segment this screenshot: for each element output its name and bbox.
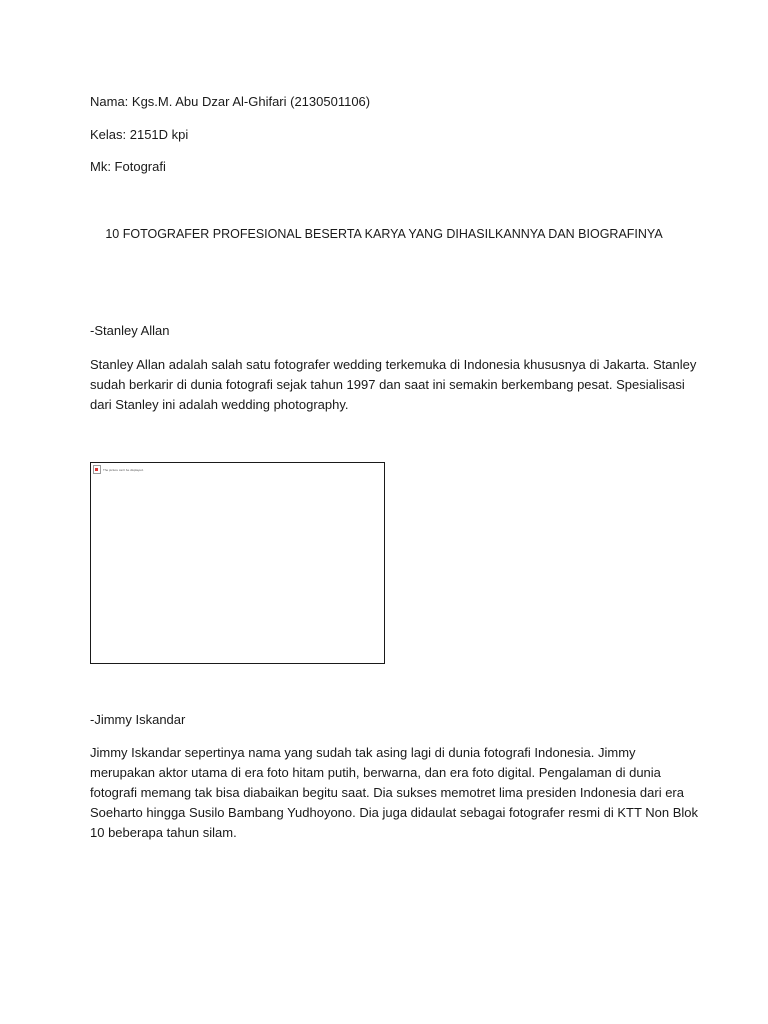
- document-title: 10 FOTOGRAFER PROFESIONAL BESERTA KARYA YANG DIHASILKANNYA DAN BIOGRAFINYA: [105, 227, 663, 241]
- paragraph-line: Soeharto hingga Susilo Bambang Yudhoyono. Dia juga didaulat sebagai fotografer resmi di KTT Non Blok: [90, 805, 699, 820]
- paragraph-line: merupakan aktor utama di era foto hitam putih, berwarna, dan era foto digital. Pengalaman di dunia: [90, 765, 661, 780]
- broken-image-text: The picture can't be displayed.: [103, 467, 144, 472]
- paragraph-jimmy-iskandar: [90, 743, 699, 843]
- paragraph-line: dari Stanley ini adalah wedding photography.: [90, 397, 349, 412]
- student-class: Kelas: 2151D kpi: [90, 127, 189, 142]
- section-heading-jimmy-iskandar: -Jimmy Iskandar: [90, 712, 186, 727]
- course-name: Mk: Fotografi: [90, 159, 166, 174]
- paragraph-line: sudah berkarir di dunia fotografi sejak tahun 1997 dan saat ini semakin berkembang pesat. Spesialisasi: [90, 377, 685, 392]
- broken-image-icon: [93, 465, 101, 474]
- broken-image-indicator: [93, 465, 144, 474]
- paragraph-line: fotografi memang tak bisa diabaikan begitu saat. Dia sukses memotret lima presiden Indonesia dari era: [90, 785, 684, 800]
- student-name: Nama: Kgs.M. Abu Dzar Al-Ghifari (2130501106): [90, 94, 371, 109]
- image-placeholder-frame: [90, 462, 385, 664]
- section-heading-stanley-allan: -Stanley Allan: [90, 323, 170, 338]
- paragraph-stanley-allan: [90, 355, 697, 415]
- paragraph-line: Jimmy Iskandar sepertinya nama yang sudah tak asing lagi di dunia fotografi Indonesia. Jimmy: [90, 745, 636, 760]
- paragraph-line: Stanley Allan adalah salah satu fotografer wedding terkemuka di Indonesia khususnya di Jakarta. Stanley: [90, 357, 697, 372]
- paragraph-line: 10 beberapa tahun silam.: [90, 825, 237, 840]
